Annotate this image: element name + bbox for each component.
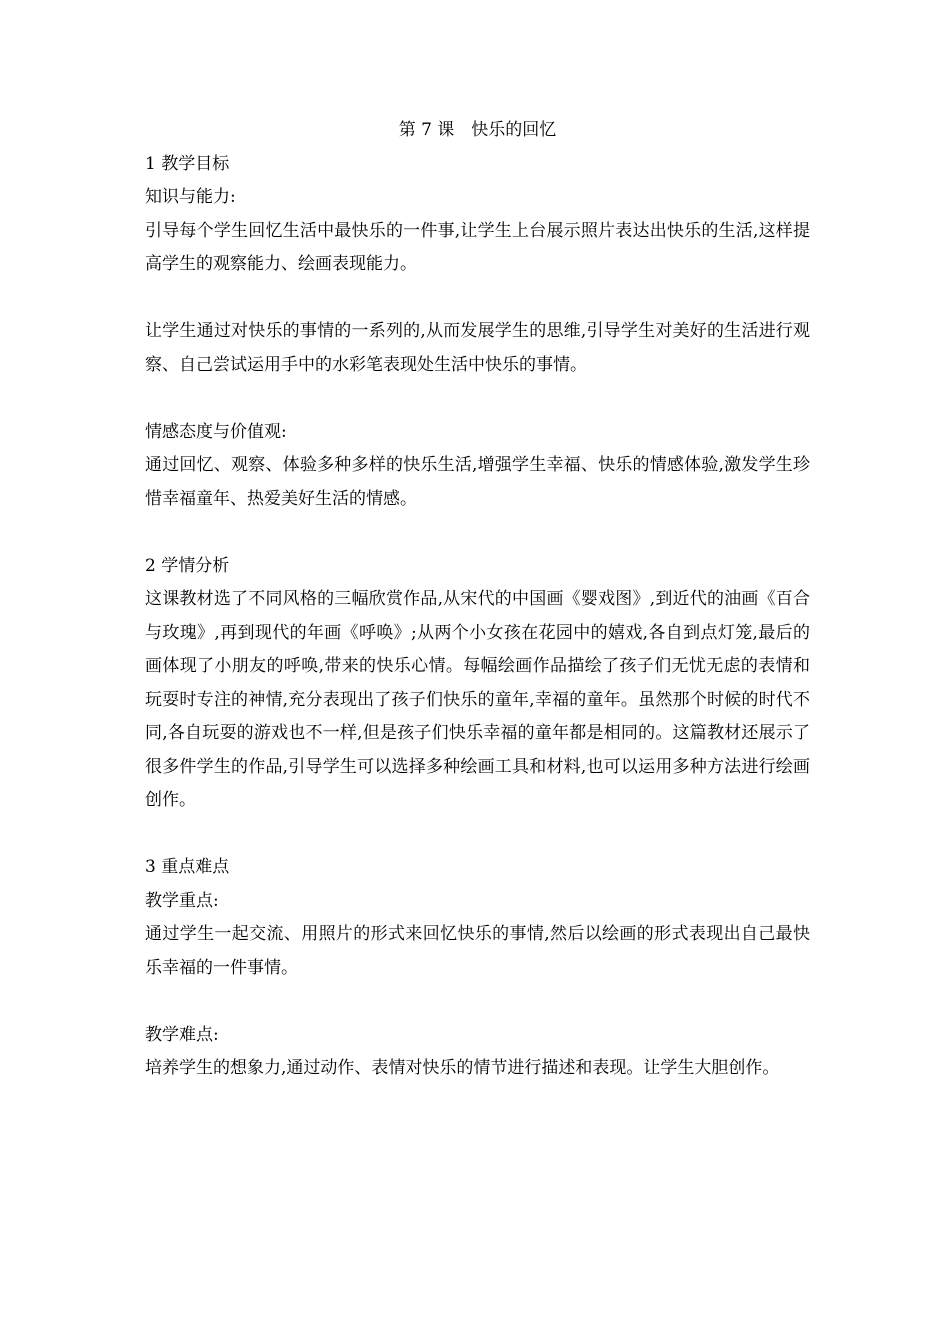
paragraph-analysis: 这课教材选了不同风格的三幅欣赏作品,从宋代的中国画《婴戏图》,到近代的油画《百合与玫瑰》,再到现代的年画《呼唤》;从两个小女孩在花园中的嬉戏,各自到点灯笼,最后的画体现了小朋友的呼唤,带来的快乐心情。每幅绘画作品描绘了孩子们无忧无虑的表情和玩耍时专注的神情,充分表现出了孩子们快乐的童年,幸福的童年。虽然那个时候的时代不同,各自玩耍的游戏也不一样,但是孩子们快乐幸福的童年都是相同的。这篇教材还展示了很多件学生的作品,引导学生可以选择多种绘画工具和材料,也可以运用多种方法进行绘画创作。 (145, 589, 810, 810)
blank-line (145, 818, 810, 852)
lesson-title: 第 7 课 快乐的回忆 (398, 120, 557, 140)
subheading-knowledge-ability: 知识与能力: (145, 187, 236, 207)
subheading-teaching-focus: 教学重点: (145, 890, 219, 911)
paragraph-teaching-focus: 通过学生一起交流、用照片的形式来回忆快乐的事情,然后以绘画的形式表现出自己最快乐幸福的一件事情。 (145, 924, 810, 978)
blank-line (145, 516, 810, 550)
blank-line (145, 985, 810, 1019)
section-heading-objectives: 1 教学目标 (145, 153, 230, 174)
subheading-emotion-values: 情感态度与价值观: (145, 421, 287, 442)
paragraph-knowledge-ability: 引导每个学生回忆生活中最快乐的一件事,让学生上台展示照片表达出快乐的生活,这样提高学生的观察能力、绘画表现能力。 (145, 220, 810, 274)
blank-line (145, 382, 810, 416)
paragraph-teaching-difficulty: 培养学生的想象力,通过动作、表情对快乐的情节进行描述和表现。让学生大胆创作。 (145, 1058, 780, 1078)
section-heading-analysis: 2 学情分析 (145, 555, 230, 576)
section-heading-key-points: 3 重点难点 (145, 857, 230, 877)
blank-line (145, 282, 810, 316)
subheading-teaching-difficulty: 教学难点: (145, 1024, 219, 1045)
paragraph-process-method: 让学生通过对快乐的事情的一系列的,从而发展学生的思维,引导学生对美好的生活进行观察、自己尝试运用手中的水彩笔表现处生活中快乐的事情。 (145, 321, 810, 375)
document-body (145, 114, 810, 1086)
paragraph-emotion-values: 通过回忆、观察、体验多种多样的快乐生活,增强学生幸福、快乐的情感体验,激发学生珍惜幸福童年、热爱美好生活的情感。 (145, 455, 810, 509)
